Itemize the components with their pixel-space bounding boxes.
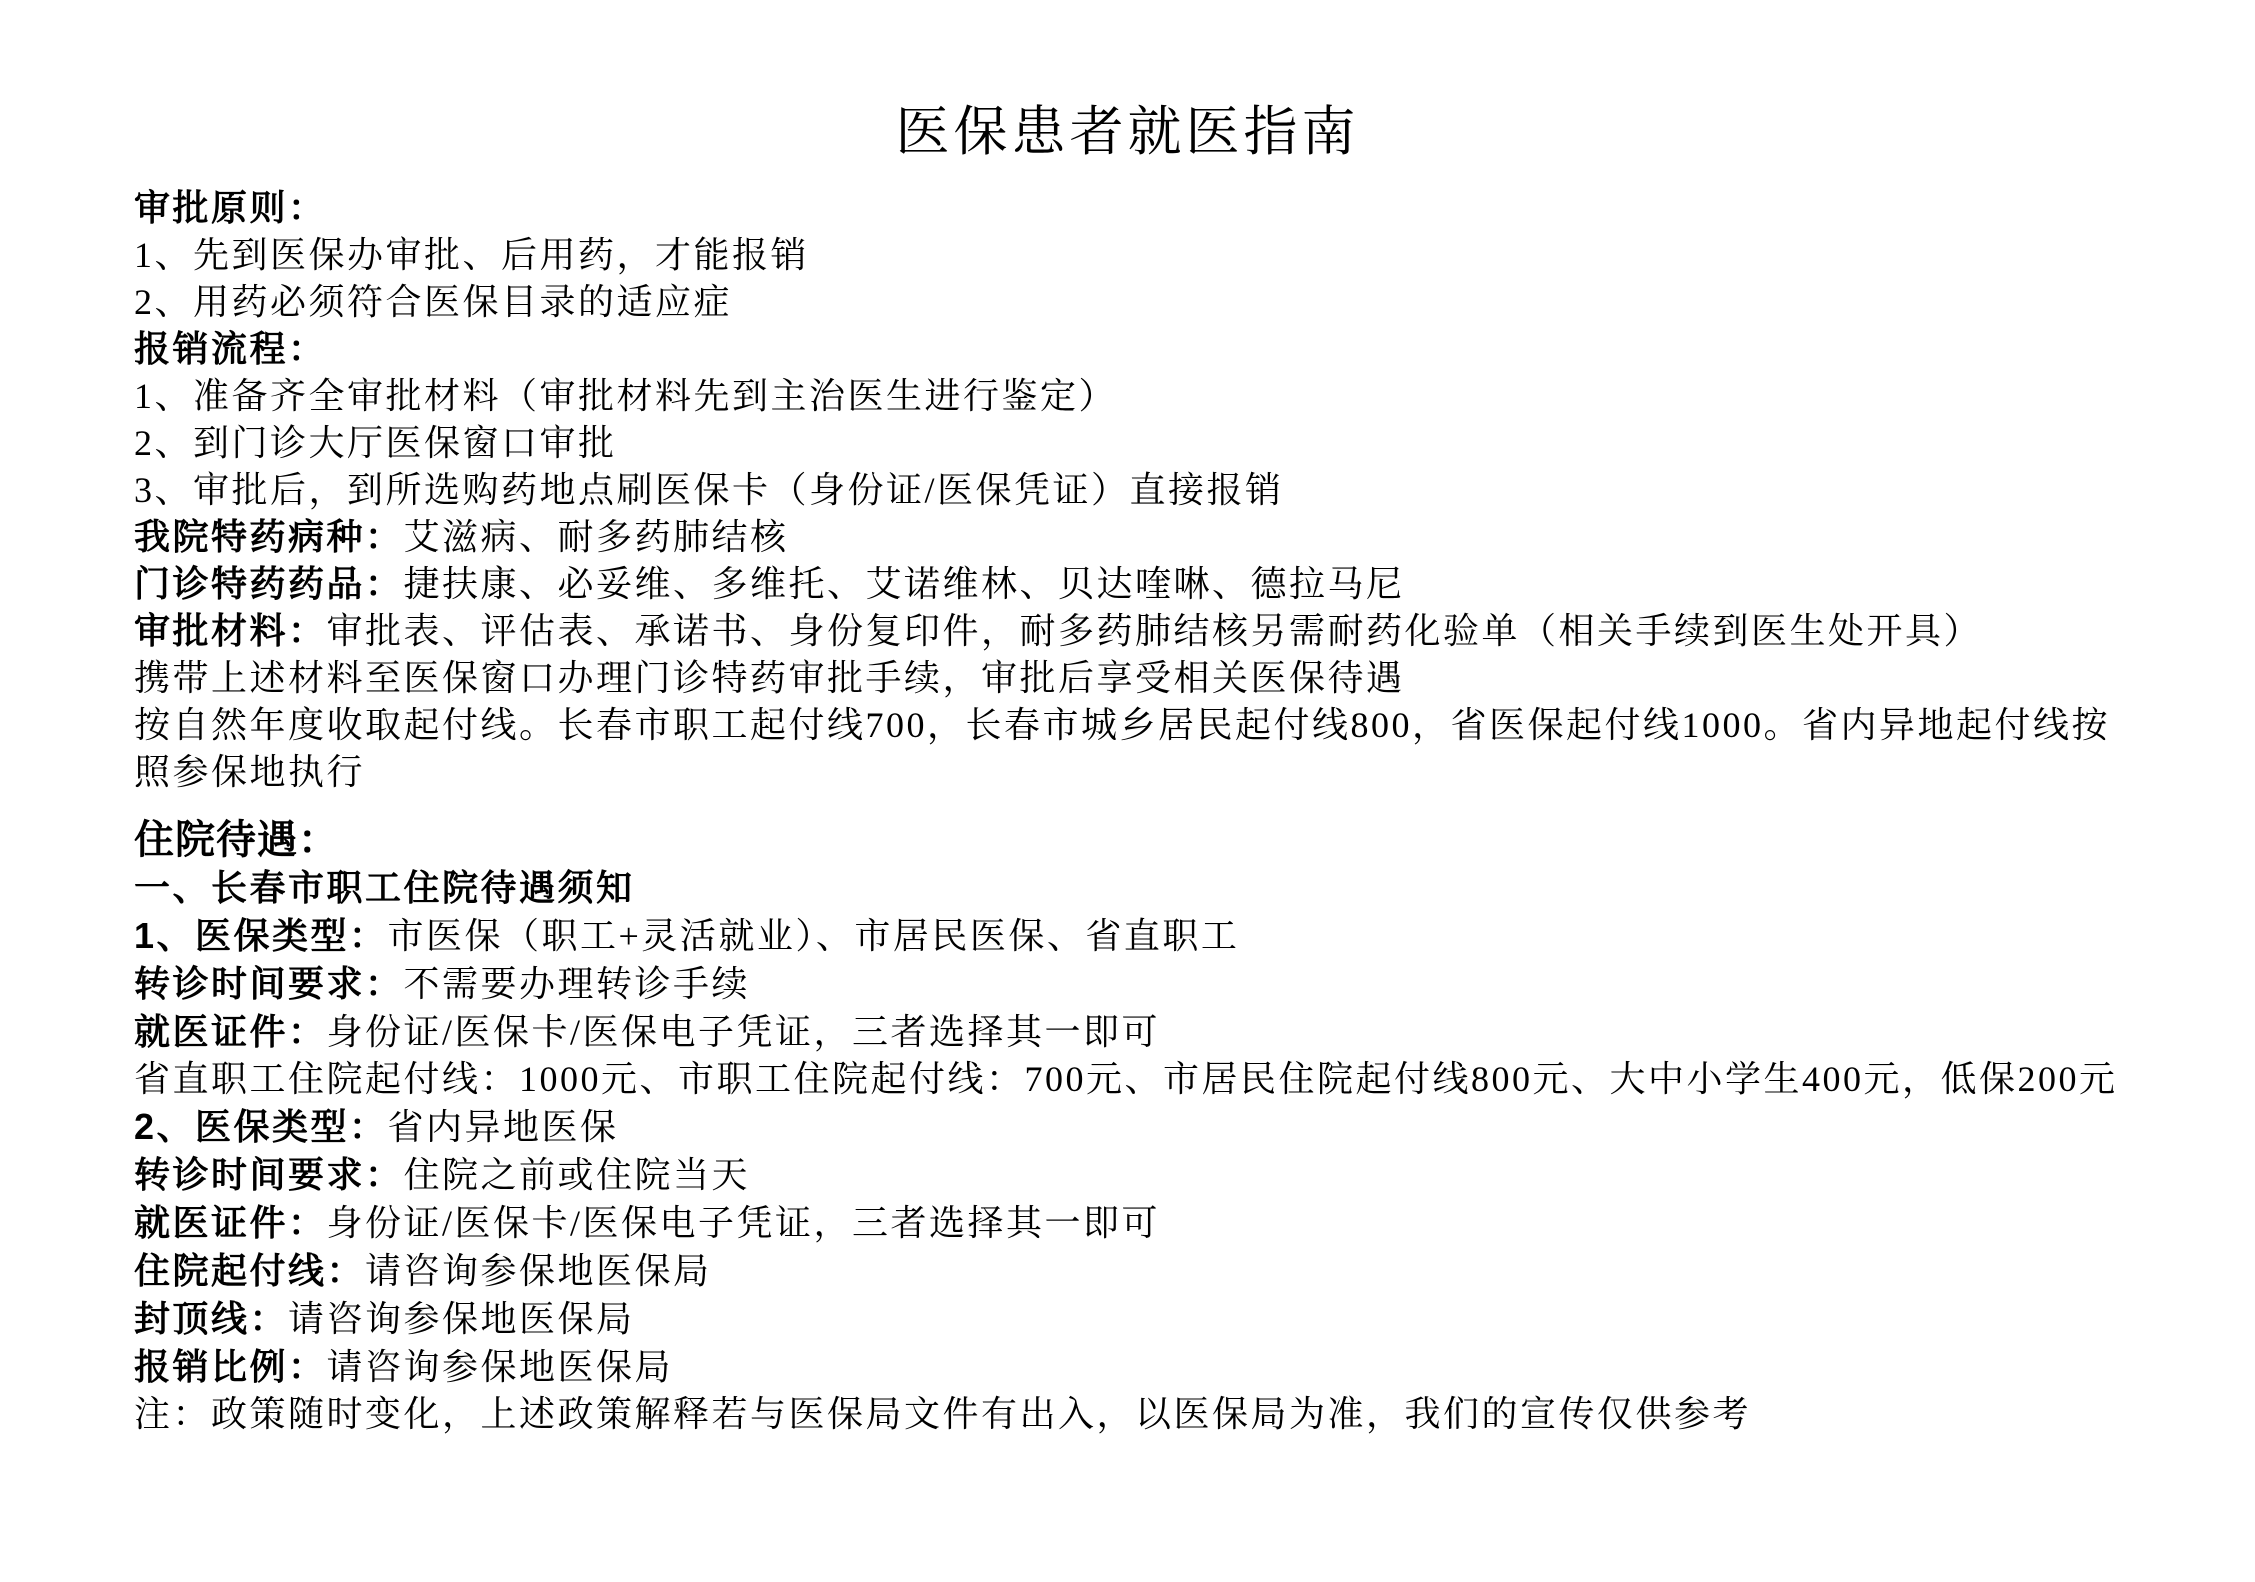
approval-principles-heading-label: 审批原则： bbox=[134, 188, 327, 228]
entry2-credentials-line bbox=[134, 1199, 2165, 1247]
approval-principle-item-2: 2、用药必须符合医保目录的适应症 bbox=[134, 282, 733, 322]
entry2-cap-text: 请咨询参保地医保局 bbox=[288, 1299, 635, 1339]
entry2-credentials-label: 就医证件： bbox=[134, 1202, 327, 1243]
entry2-deductible-label: 住院起付线： bbox=[134, 1250, 366, 1291]
carry-note-line: 携带上述材料至医保窗口办理门诊特药审批手续，审批后享受相关医保待遇 bbox=[134, 658, 1405, 698]
entry2-referral-line bbox=[134, 1151, 2165, 1199]
entry2-cap-label: 封顶线： bbox=[134, 1298, 289, 1339]
hospitalization-sub-heading: 一、长春市职工住院待遇须知 bbox=[134, 868, 635, 908]
entry2-insurance-type-line bbox=[134, 1103, 2165, 1151]
deductible-note-line-2: 照参保地执行 bbox=[134, 752, 366, 792]
approval-materials-line bbox=[134, 608, 2165, 655]
entry1-insurance-type-label: 1、医保类型： bbox=[134, 915, 388, 956]
entry2-referral-label: 转诊时间要求： bbox=[134, 1154, 404, 1195]
deductible-note-line-1: 按自然年度收取起付线。长春市职工起付线700，长春市城乡居民起付线800，省医保起付线1000。省内异地起付线按 bbox=[134, 705, 2111, 745]
entry2-deductible-text: 请咨询参保地医保局 bbox=[365, 1251, 712, 1291]
special-drugs-label: 门诊特药药品： bbox=[134, 564, 404, 604]
entry1-credentials-text: 身份证/医保卡/医保电子凭证，三者选择其一即可 bbox=[326, 1012, 1161, 1052]
reimbursement-process-heading bbox=[134, 326, 2165, 373]
entry2-insurance-type-label: 2、医保类型： bbox=[134, 1106, 388, 1147]
entry2-credentials-text: 身份证/医保卡/医保电子凭证，三者选择其一即可 bbox=[326, 1203, 1161, 1243]
special-drugs-text: 捷扶康、必妥维、多维托、艾诺维林、贝达喹啉、德拉马尼 bbox=[403, 564, 1405, 604]
approval-materials-text: 审批表、评估表、承诺书、身份复印件，耐多药肺结核另需耐药化验单（相关手续到医生处开具） bbox=[326, 611, 1983, 651]
reimbursement-step-3: 3、审批后，到所选购药地点刷医保卡（身份证/医保凭证）直接报销 bbox=[134, 470, 1284, 510]
page-title: 医保患者就医指南 bbox=[895, 102, 1360, 162]
entry2-cap-line bbox=[134, 1295, 2165, 1343]
entry1-deductible-line: 省直职工住院起付线：1000元、市职工住院起付线：700元、市居民住院起付线800元、大中小学生400元，低保200元 bbox=[134, 1059, 2118, 1099]
entry1-referral-label: 转诊时间要求： bbox=[134, 963, 404, 1004]
entry1-referral-text: 不需要办理转诊手续 bbox=[403, 964, 751, 1004]
special-disease-text: 艾滋病、耐多药肺结核 bbox=[403, 517, 789, 557]
entry1-insurance-type-text: 市医保（职工+灵活就业）、市居民医保、省直职工 bbox=[387, 916, 1240, 956]
special-drugs-line bbox=[134, 561, 2165, 608]
entry2-ratio-text: 请咨询参保地医保局 bbox=[326, 1347, 674, 1387]
policy-disclaimer-line: 注：政策随时变化，上述政策解释若与医保局文件有出入，以医保局为准，我们的宣传仅供参考 bbox=[134, 1394, 1752, 1434]
hospitalization-section-heading: 住院待遇： bbox=[134, 818, 339, 862]
entry2-ratio-label: 报销比例： bbox=[134, 1346, 327, 1387]
approval-materials-label: 审批材料： bbox=[134, 611, 327, 651]
entry2-deductible-line bbox=[134, 1247, 2165, 1295]
entry2-referral-text: 住院之前或住院当天 bbox=[403, 1155, 751, 1195]
entry1-credentials-label: 就医证件： bbox=[134, 1011, 327, 1052]
approval-principles-heading bbox=[134, 185, 2165, 232]
entry1-credentials-line bbox=[134, 1008, 2165, 1056]
entry2-ratio-line bbox=[134, 1343, 2165, 1391]
reimbursement-step-1: 1、准备齐全审批材料（审批材料先到主治医生进行鉴定） bbox=[134, 376, 1118, 416]
special-disease-label: 我院特药病种： bbox=[134, 517, 404, 557]
reimbursement-process-heading-label: 报销流程： bbox=[134, 329, 327, 369]
document-body bbox=[134, 185, 2165, 1438]
special-disease-line bbox=[134, 514, 2165, 561]
entry1-referral-line bbox=[134, 960, 2165, 1008]
entry2-insurance-type-text: 省内异地医保 bbox=[387, 1107, 619, 1147]
reimbursement-step-2: 2、到门诊大厅医保窗口审批 bbox=[134, 423, 617, 463]
entry1-insurance-type-line bbox=[134, 912, 2165, 960]
approval-principle-item-1: 1、先到医保办审批、后用药，才能报销 bbox=[134, 235, 810, 275]
